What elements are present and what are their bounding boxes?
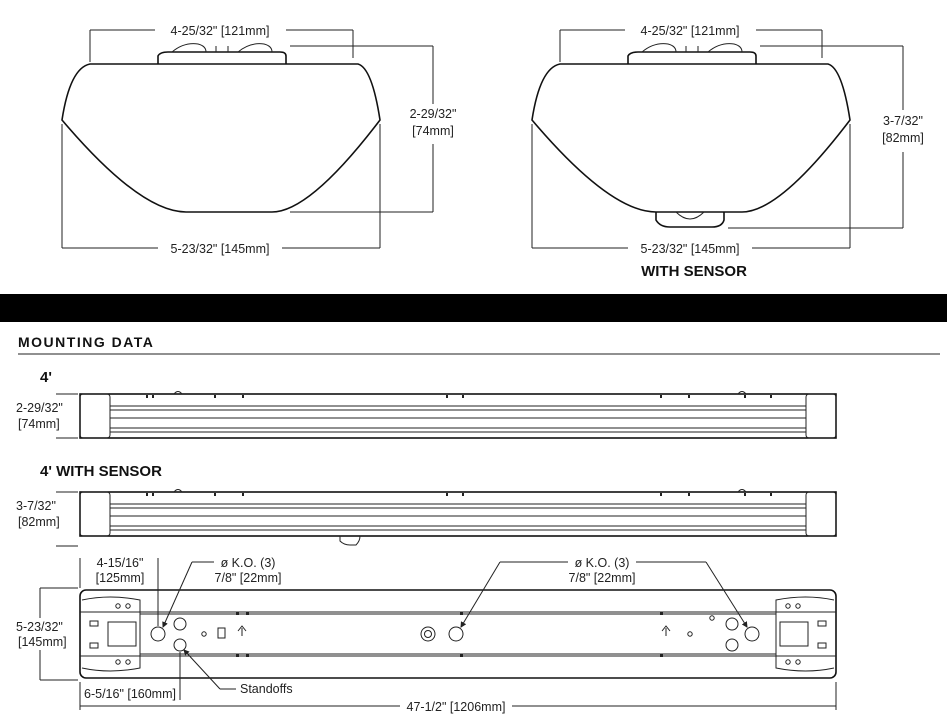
profile-plain-top-width: 4-25/32" [121mm] [170,24,270,38]
bottom-dim-left-mm: [125mm] [95,571,145,585]
profile-sensor-diffuser [532,64,850,212]
bottom-dim-160: 6-5/16" [160mm] [84,687,176,701]
standoff-left-bottom [174,639,186,651]
knockout-left [151,627,165,641]
side-4ft-sensor-label: 4' WITH SENSOR [40,463,162,480]
bottom-dim-left-in: 4-15/16" [96,556,144,570]
ko-left-label-2: 7/8" [22mm] [214,571,282,585]
knockout-right [745,627,759,641]
ko-left-label-1: ø K.O. (3) [220,556,276,570]
side-sensor-pod [340,536,360,545]
profile-plain-width: 5-23/32" [145mm] [170,242,270,256]
knockout-center [449,627,463,641]
side-4ft-label: 4' [40,369,52,386]
ko-right-label-2: 7/8" [22mm] [568,571,636,585]
profile-plain-view [62,24,456,256]
profile-sensor-top-width: 4-25/32" [121mm] [640,24,740,38]
bottom-mounting-view [16,556,836,714]
standoff-right-top [726,618,738,630]
overall-length: 47-1/2" [1206mm] [406,700,506,714]
center-fitting [421,627,435,641]
side-4ft-height-in: 2-29/32" [16,401,63,415]
standoffs-label: Standoffs [240,682,293,696]
profile-sensor-mount-base [628,52,756,64]
bottom-height-mm: [145mm] [18,635,67,649]
profile-sensor-height-mm: [82mm] [882,131,924,145]
profile-plain-mount-base [158,52,286,64]
standoff-right-bottom [726,639,738,651]
profile-sensor-height-in: 3-7/32" [883,114,923,128]
profile-sensor-view [532,24,924,280]
profile-plain-height-in: 2-29/32" [409,107,457,121]
profile-plain-diffuser [62,64,380,212]
ko-right-label-1: ø K.O. (3) [574,556,630,570]
profile-sensor-width: 5-23/32" [145mm] [640,242,740,256]
bottom-height-in: 5-23/32" [16,620,63,634]
standoff-left-top [174,618,186,630]
side-view-4ft-sensor [16,463,836,546]
separator-band [0,294,947,322]
side-view-4ft [16,369,836,438]
profile-sensor-caption: WITH SENSOR [641,263,747,280]
side-4ft-height-mm: [74mm] [18,417,60,431]
profile-plain-height-mm: [74mm] [412,124,454,138]
side-4ft-sensor-height-mm: [82mm] [18,515,60,529]
section-title: MOUNTING DATA [18,334,155,350]
side-4ft-sensor-height-in: 3-7/32" [16,499,56,513]
